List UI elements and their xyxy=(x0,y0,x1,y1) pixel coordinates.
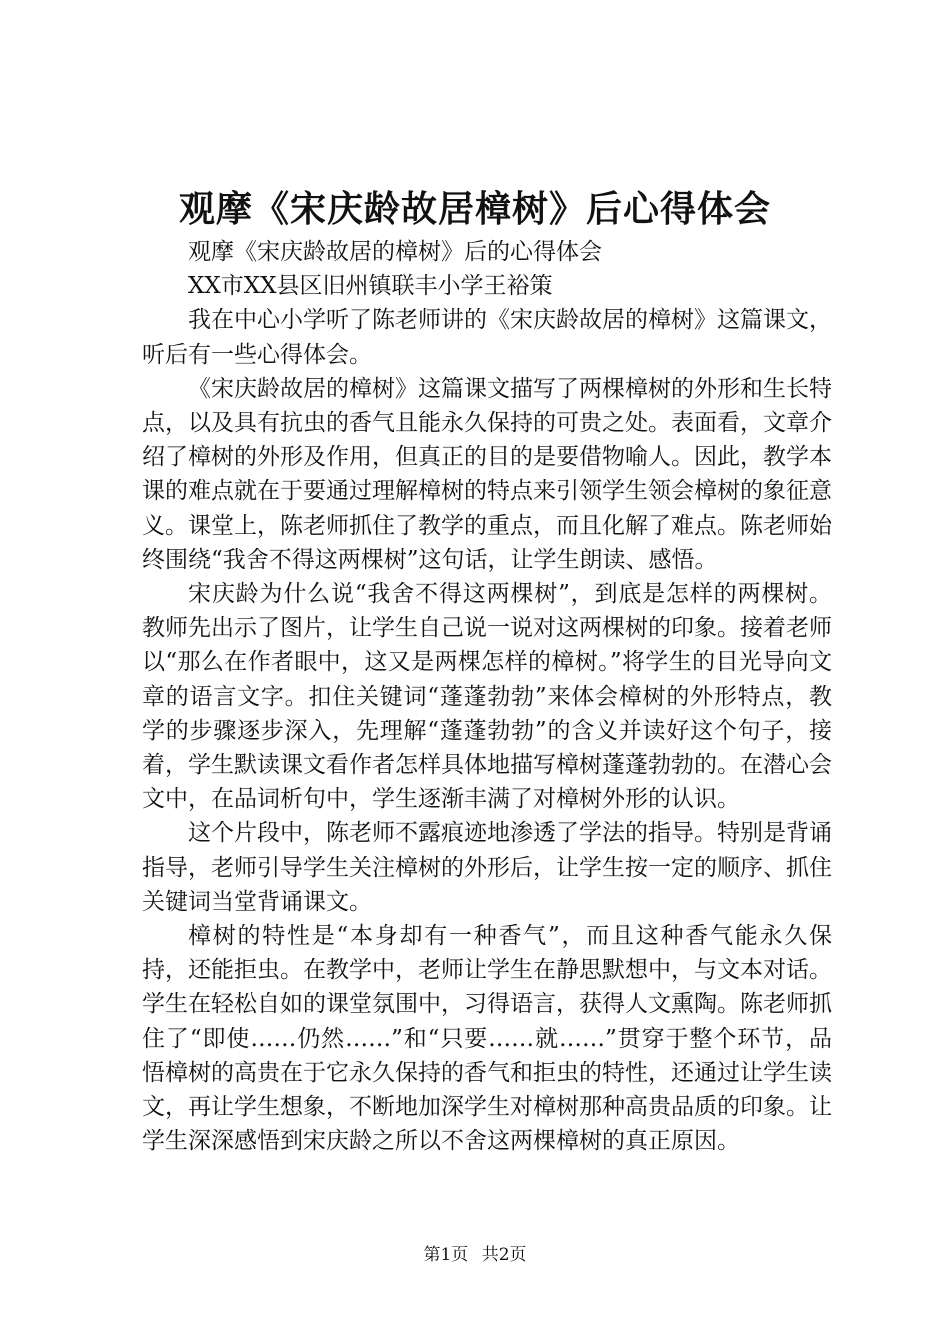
page-number: 第1页 xyxy=(423,1245,469,1265)
body-paragraph: 我在中心小学听了陈老师讲的《宋庆龄故居的樟树》这篇课文，听后有一些心得体会。 xyxy=(142,307,832,368)
document-body xyxy=(142,235,832,1158)
subtitle-paragraph: 观摩《宋庆龄故居的樟树》后的心得体会 xyxy=(188,239,602,265)
page-footer xyxy=(0,1243,950,1267)
page-title: 观摩《宋庆龄故居樟树》后心得体会 xyxy=(178,188,771,230)
body-paragraph: 樟树的特性是“本身却有一种香气”，而且这种香气能永久保持，还能拒虫。在教学中，老师让学生在静思默想中，与文本对话。学生在轻松自如的课堂氛围中，习得语言，获得人文熏陶。陈老师抓住了“即使……仍然……”和“只要……就……”贯穿于整个环节，品悟樟树的高贵在于它永久保持的香气和拒虫的特性，还通过让学生读文，再让学生想象，不断地加深学生对樟树那种高贵品质的印象。让学生深深感悟到宋庆龄之所以不舍这两棵樟树的真正原因。 xyxy=(142,923,832,1155)
page-total: 共2页 xyxy=(481,1245,527,1265)
body-paragraph: 《宋庆龄故居的樟树》这篇课文描写了两棵樟树的外形和生长特点，以及具有抗虫的香气且能永久保持的可贵之处。表面看，文章介绍了樟树的外形及作用，但真正的目的是要借物喻人。因此，教学本课的难点就在于要通过理解樟树的特点来引领学生领会樟树的象征意义。课堂上，陈老师抓住了教学的重点，而且化解了难点。陈老师始终围绕“我舍不得这两棵树”这句话，让学生朗读、感悟。 xyxy=(142,375,832,573)
body-paragraph: 这个片段中，陈老师不露痕迹地渗透了学法的指导。特别是背诵指导，老师引导学生关注樟树的外形后，让学生按一定的顺序、抓住关键词当堂背诵课文。 xyxy=(142,820,832,915)
author-line: XX市XX县区旧州镇联丰小学王裕策 xyxy=(188,273,553,300)
body-paragraph: 宋庆龄为什么说“我舍不得这两棵树”，到底是怎样的两棵树。教师先出示了图片，让学生自己说一说对这两棵树的印象。接着老师以“那么在作者眼中，这又是两棵怎样的樟树。”将学生的目光导向文章的语言文字。扣住关键词“蓬蓬勃勃”来体会樟树的外形特点，教学的步骤逐步深入，先理解“蓬蓬勃勃”的含义并读好这个句子，接着，学生默读课文看作者怎样具体地描写樟树蓬蓬勃勃的。在潜心会文中，在品词析句中，学生逐渐丰满了对樟树外形的认识。 xyxy=(142,581,832,813)
